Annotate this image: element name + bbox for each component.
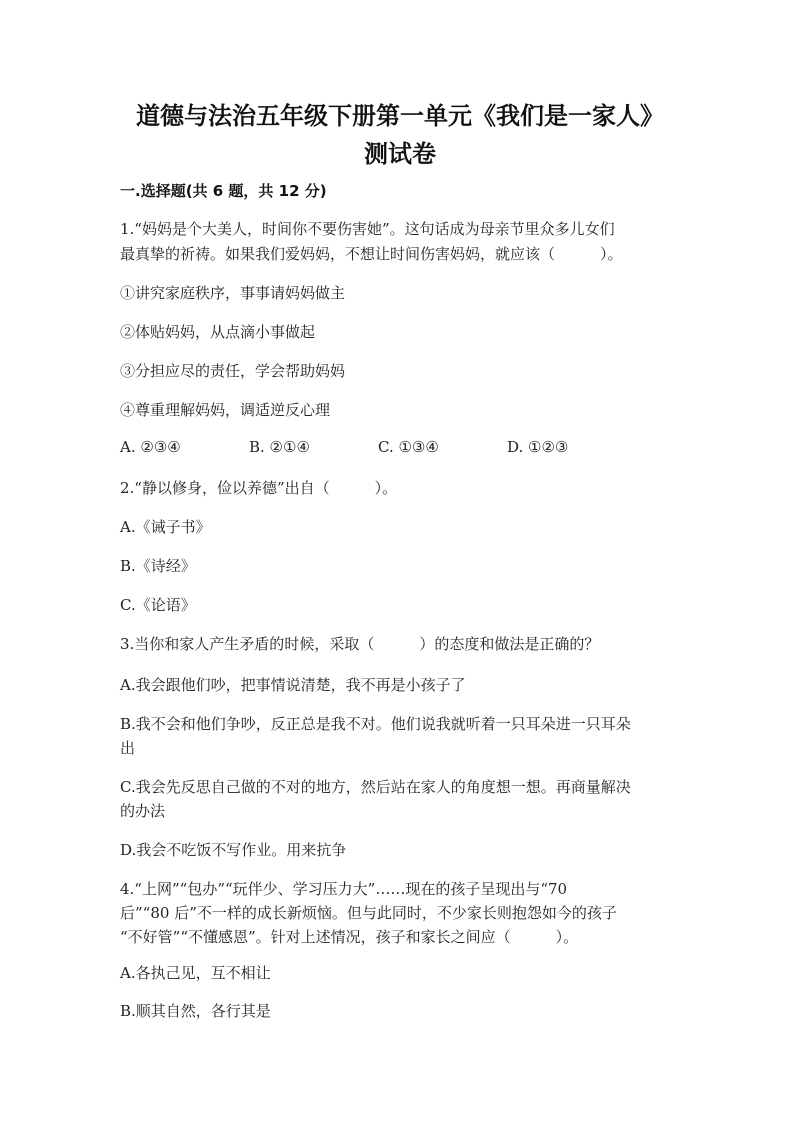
q1-stem-line2: 最真挚的祈祷。如果我们爱妈妈，不想让时间伤害妈妈，就应该（ ）。 bbox=[120, 245, 623, 263]
q1-item-3: ③分担应尽的责任，学会帮助妈妈 bbox=[120, 362, 346, 380]
q3-option-b-line1: B.我不会和他们争吵，反正总是我不对。他们说我就听着一只耳朵进一只耳朵 bbox=[120, 715, 631, 733]
q2-option-c: C.《论语》 bbox=[120, 596, 196, 614]
q2-option-a: A.《诫子书》 bbox=[120, 518, 211, 536]
q4-option-b: B.顺其自然，各行其是 bbox=[120, 1002, 271, 1020]
q3-option-b-line2: 出 bbox=[120, 739, 136, 757]
q1-item-4: ④尊重理解妈妈，调适逆反心理 bbox=[120, 401, 331, 419]
q1-item-1: ①讲究家庭秩序，事事请妈妈做主 bbox=[120, 284, 346, 302]
q1-option-d: D. ①②③ bbox=[507, 438, 569, 456]
q1-stem-line1: 1.“妈妈是个大美人，时间你不要伤害她”。这句话成为母亲节里众多儿女们 bbox=[120, 220, 615, 238]
q3-option-c-line2: 的办法 bbox=[120, 802, 166, 820]
exam-title-line1: 道德与法治五年级下册第一单元《我们是一家人》 bbox=[136, 102, 664, 130]
exam-title-line2: 测试卷 bbox=[364, 140, 436, 168]
section-heading: 一.选择题(共 6 题，共 12 分) bbox=[120, 182, 327, 200]
q1-option-b: B. ②①④ bbox=[249, 438, 310, 456]
q2-option-b: B.《诗经》 bbox=[120, 557, 196, 575]
q1-option-a: A. ②③④ bbox=[120, 438, 181, 456]
q3-stem: 3.当你和家人产生矛盾的时候，采取（ ）的态度和做法是正确的？ bbox=[120, 635, 600, 653]
q2-stem: 2.“静以修身，俭以养德”出自（ ）。 bbox=[120, 479, 398, 497]
q4-stem-line3: “不好管”“不懂感恩”。针对上述情况，孩子和家长之间应（ ）。 bbox=[120, 928, 579, 946]
q4-stem-line2: 后”“80 后”不一样的成长新烦恼。但与此同时，不少家长则抱怨如今的孩子 bbox=[120, 904, 617, 922]
q3-option-a: A.我会跟他们吵，把事情说清楚，我不再是小孩子了 bbox=[120, 676, 466, 694]
q4-option-a: A.各执己见，互不相让 bbox=[120, 964, 271, 982]
q1-option-c: C. ①③④ bbox=[378, 438, 439, 456]
q4-stem-line1: 4.“上网”“包办”“玩伴少、学习压力大”……现在的孩子呈现出与“70 bbox=[120, 880, 568, 898]
q1-item-2: ②体贴妈妈，从点滴小事做起 bbox=[120, 323, 316, 341]
q3-option-d: D.我会不吃饭不写作业。用来抗争 bbox=[120, 841, 347, 859]
q3-option-c-line1: C.我会先反思自己做的不对的地方，然后站在家人的角度想一想。再商量解决 bbox=[120, 778, 631, 796]
